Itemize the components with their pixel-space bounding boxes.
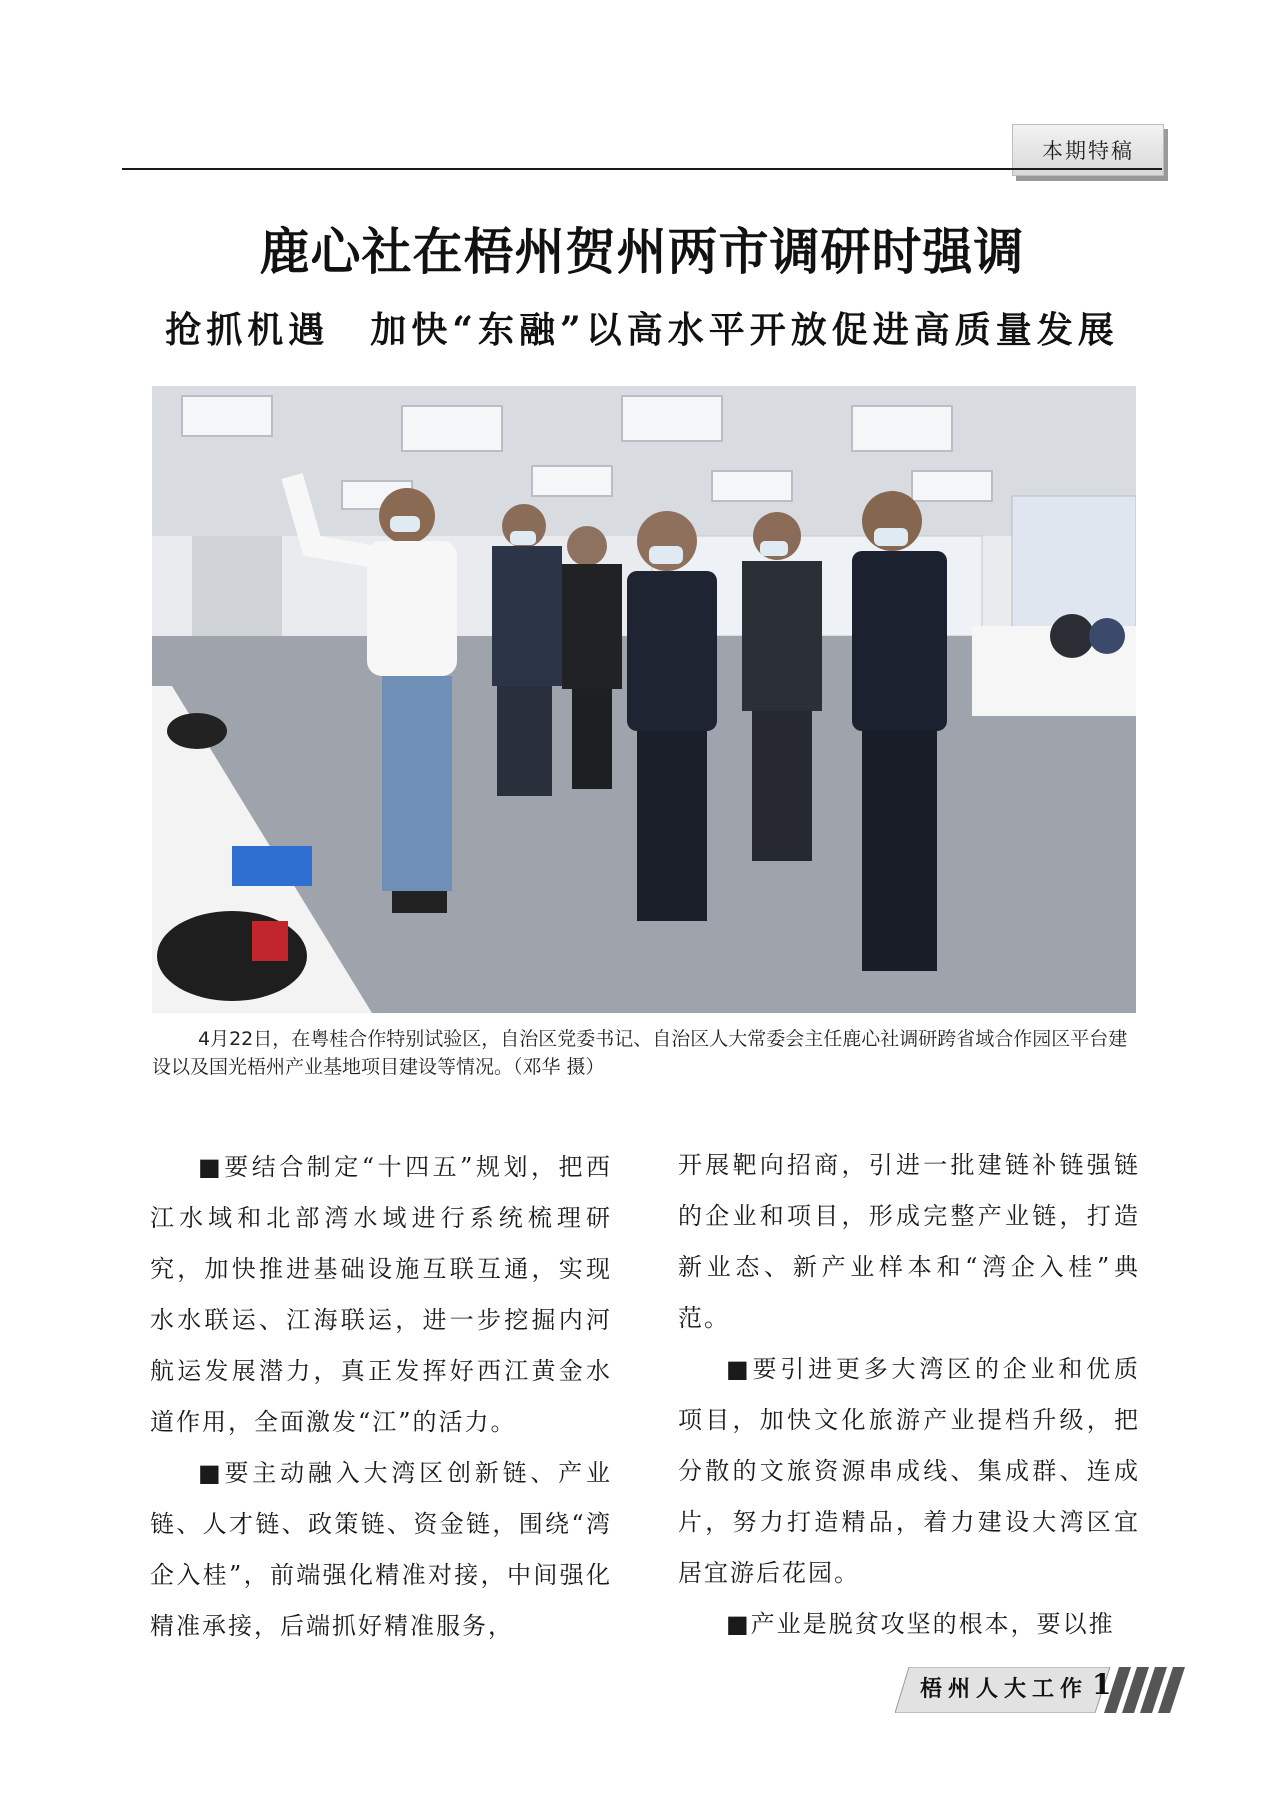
right-column bbox=[678, 1140, 1140, 1650]
publication-name: 梧州人大工作 bbox=[920, 1677, 1089, 1702]
paragraph: ■要结合制定“十四五”规划，把西江水域和北部湾水域进行系统梳理研究，加快推进基础设施互联互通，实现水水联运、江海联运，进一步挖掘内河航运发展潜力，真正发挥好西江黄金水道作用，全面激发“江”的活力。 bbox=[150, 1153, 612, 1436]
paragraph: ■要主动融入大湾区创新链、产业链、人才链、政策链、资金链，围绕“湾企入桂”，前端强化精准对接，中间强化精准承接，后端抓好精准服务， bbox=[150, 1459, 612, 1640]
paragraph: ■要引进更多大湾区的企业和优质项目，加快文化旅游产业提档升级，把分散的文旅资源串成线、集成群、连成片，努力打造精品，着力建设大湾区宜居宜游后花园。 bbox=[678, 1355, 1140, 1587]
article-title: 鹿心社在梧州贺州两市调研时强调 bbox=[259, 222, 1025, 281]
paragraph: ■产业是脱贫攻坚的根本，要以推 bbox=[726, 1610, 1115, 1638]
paragraph: 开展靶向招商，引进一批建链补链强链的企业和项目，形成完整产业链，打造新业态、新产业样本和“湾企入桂”典范。 bbox=[678, 1151, 1140, 1332]
page-number: 1 bbox=[1092, 1668, 1112, 1701]
header-rule bbox=[122, 168, 1162, 170]
photo-caption: 4月22日，在粤桂合作特别试验区，自治区党委书记、自治区人大常委会主任鹿心社调研跨省域合作园区平台建设以及国光梧州产业基地项目建设等情况。（邓华 摄） bbox=[152, 1028, 1128, 1078]
article-subtitle: 抢抓机遇 加快“东融”以高水平开放促进高质量发展 bbox=[165, 309, 1119, 351]
left-column bbox=[150, 1142, 612, 1652]
article-photo bbox=[152, 386, 1136, 1013]
section-tag: 本期特稿 bbox=[1012, 124, 1164, 176]
